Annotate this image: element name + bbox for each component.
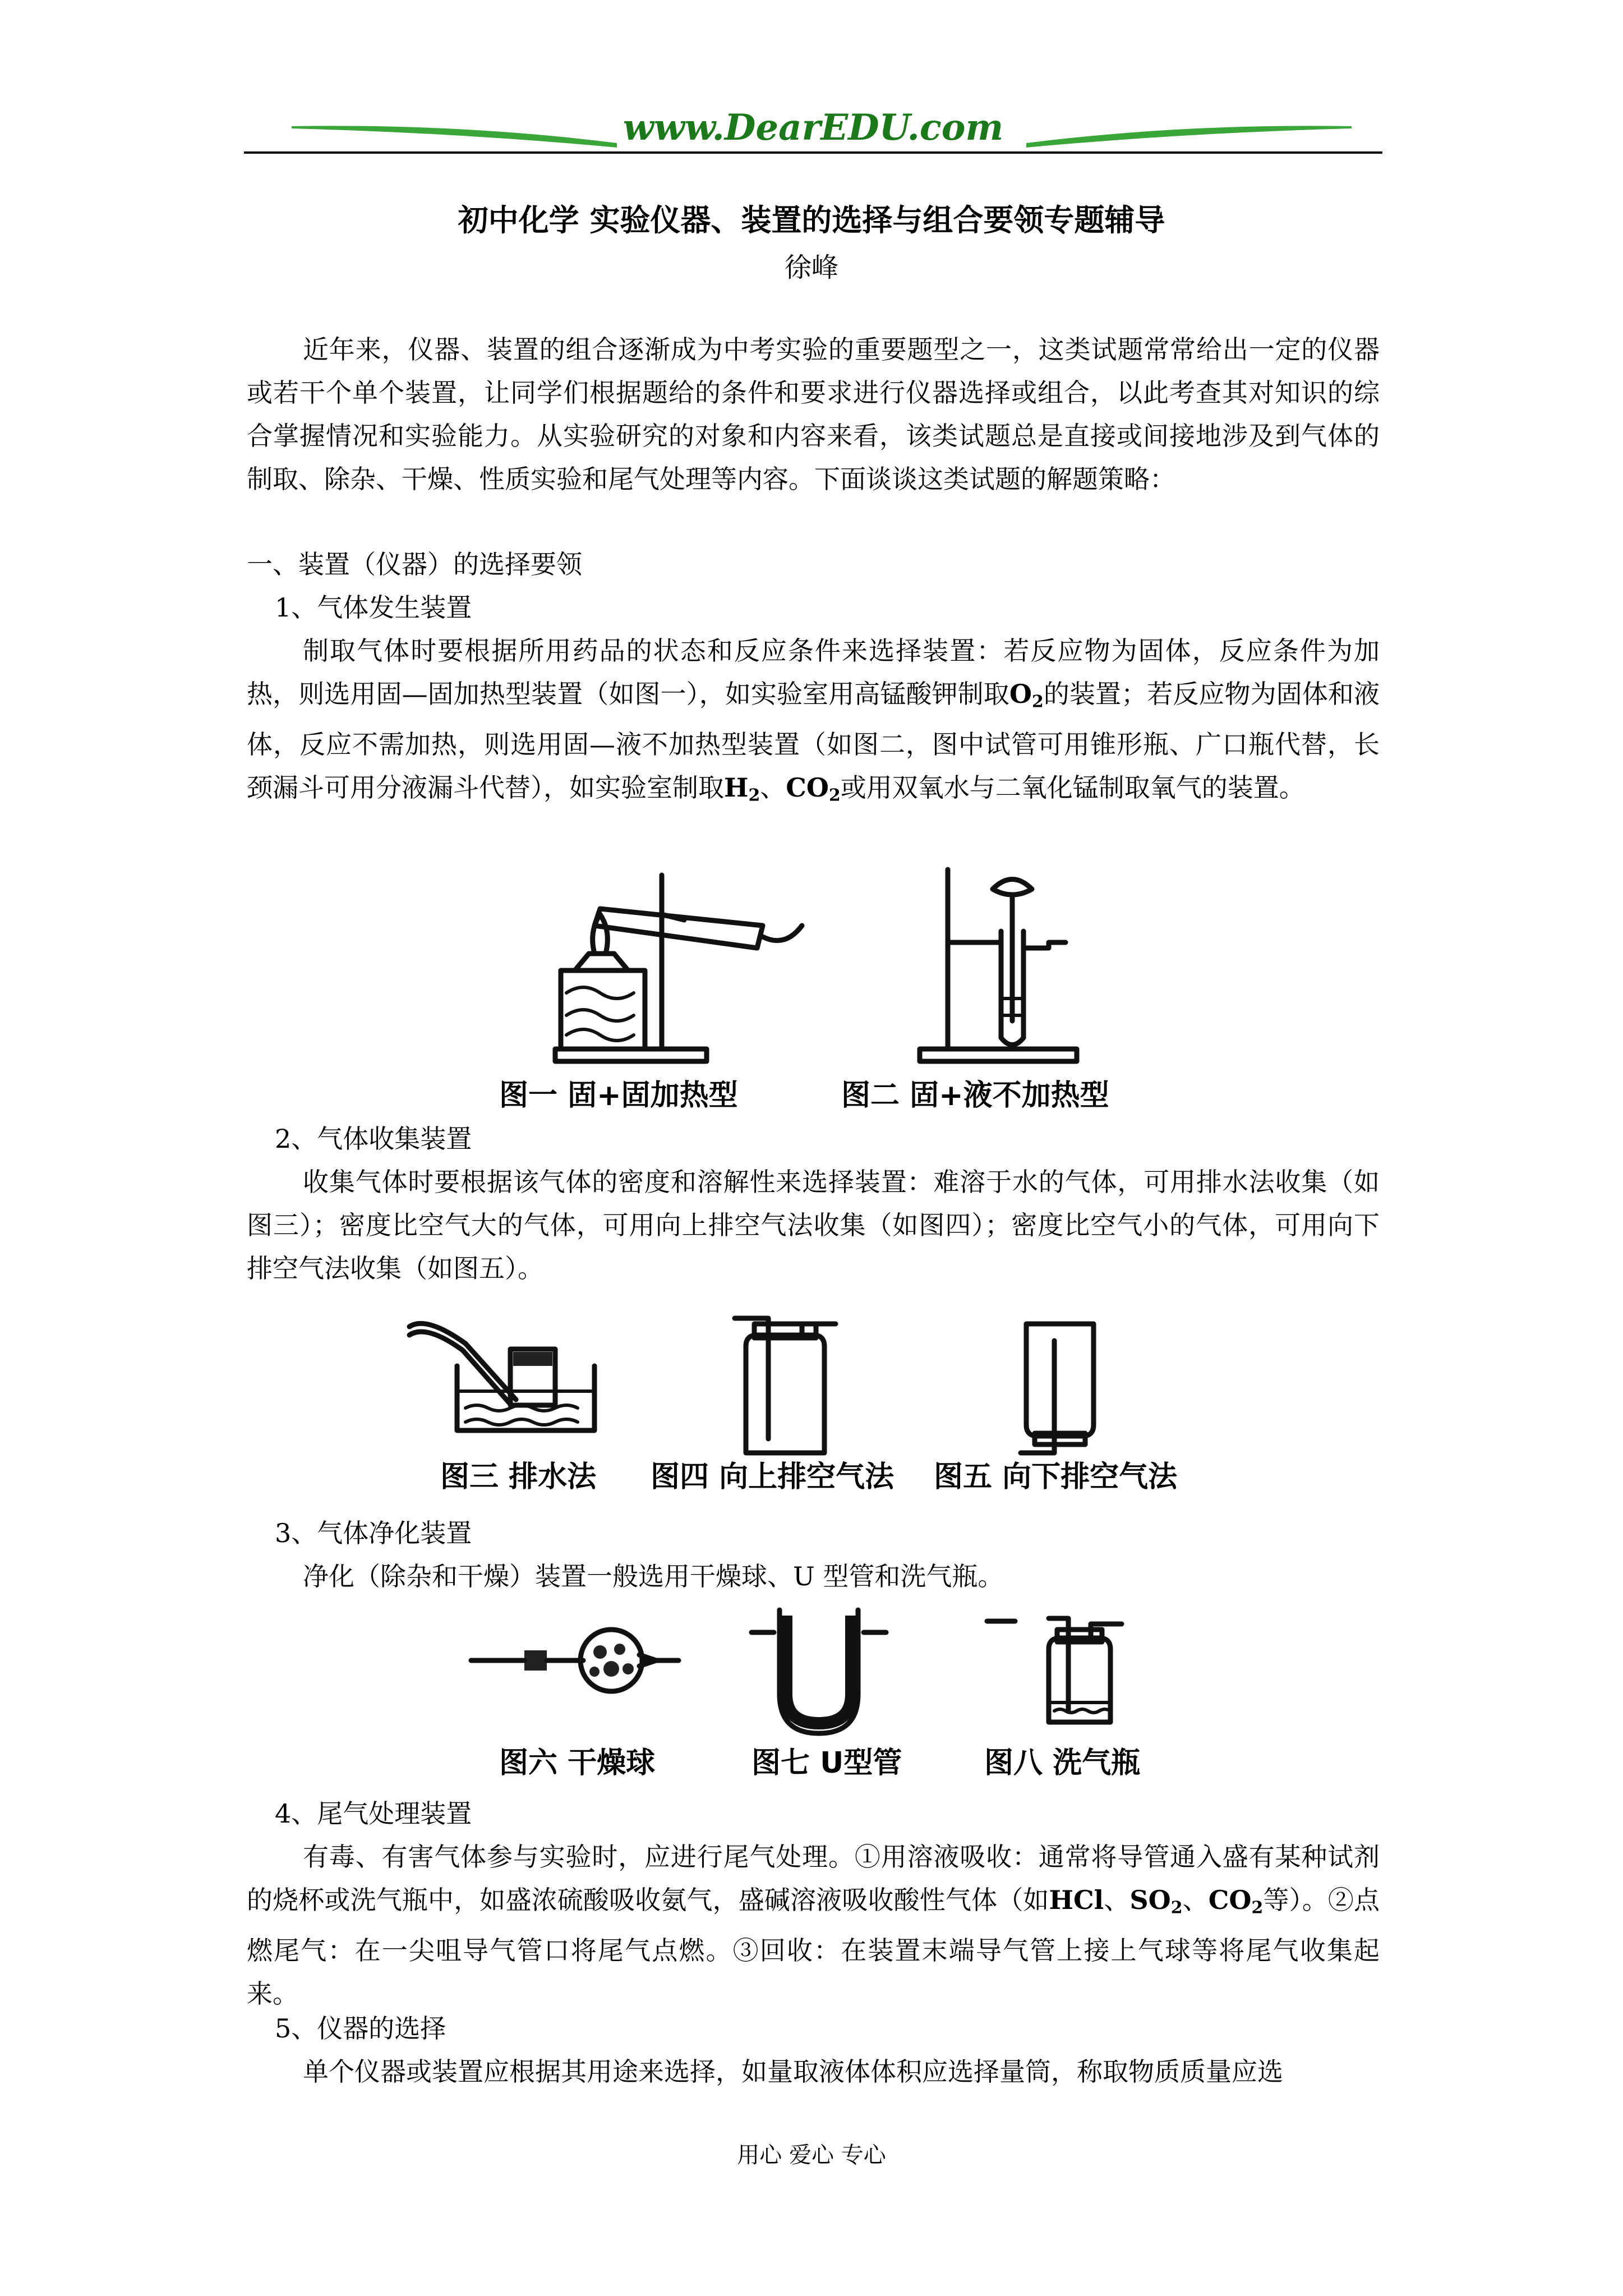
header-rule <box>244 151 1382 154</box>
s2-heading: 2、气体收集装置 <box>275 1124 472 1154</box>
figure-5-caption: 图五 向下排空气法 <box>934 1460 1178 1494</box>
figure-2-caption: 图二 固+液不加热型 <box>841 1079 1109 1112</box>
figure-4-caption: 图四 向上排空气法 <box>651 1460 895 1494</box>
chem-hcl: HCl <box>1049 1885 1104 1915</box>
s5-heading: 5、仪器的选择 <box>275 2013 446 2044</box>
header-logo <box>292 107 1335 157</box>
figure-7-u-tube <box>751 1604 886 1739</box>
chem-so2: $SO_2$ <box>1129 1885 1183 1918</box>
figure-4-upward-air-displacement <box>723 1313 858 1458</box>
figure-7-caption: 图七 U型管 <box>751 1746 902 1780</box>
logo-swoosh-right <box>1015 121 1352 154</box>
figure-5-downward-air-displacement <box>1004 1313 1116 1458</box>
logo-text: www.DearEDU.com <box>623 107 1004 149</box>
intro-paragraph: 近年来，仪器、装置的组合逐渐成为中考实验的重要题型之一，这类试题常常给出一定的仪器或若干个单个装置，让同学们根据题给的条件和要求进行仪器选择或组合，以此考查其对知识的综合掌握情况和实验能力。从实验研究的对象和内容来看，该类试题总是直接或间接地涉及到气体的制取、除杂、干燥、性质实验和尾气处理等内容。下面谈谈这类试题的解题策略： <box>247 334 1380 494</box>
page-footer: 用心 爱心 专心 <box>737 2142 886 2168</box>
s1-paragraph: 制取气体时要根据所用药品的状态和反应条件来选择装置：若反应物为固体，反应条件为加热，则选用固—固加热型装置（如图一），如实验室用高锰酸钾制取$O_2$的装置；若反应物为固体和液体，反应不需加热，则选用固—液不加热型装置（如图二，图中试管可用锥形瓶、广口瓶代替，长颈漏斗可用分液漏斗代替），如实验室制取$H_2$、$CO_2$或用双氧水与二氧化锰制取氧气的装置。 <box>247 636 1380 806</box>
chem-co2: $CO_2$ <box>786 772 841 806</box>
figure-8-gas-washing-bottle <box>976 1610 1144 1733</box>
s3-paragraph: 净化（除杂和干燥）装置一般选用干燥球、U 型管和洗气瓶。 <box>303 1561 1004 1591</box>
figure-1-caption: 图一 固+固加热型 <box>499 1079 738 1112</box>
figure-6-drying-ball <box>471 1616 707 1705</box>
s2-paragraph: 收集气体时要根据该气体的密度和溶解性来选择装置：难溶于水的气体，可用排水法收集（如图三）；密度比空气大的气体，可用向上排空气法收集（如图四）；密度比空气小的气体，可用向下排空气法收集（如图五）。 <box>247 1167 1380 1283</box>
logo-swoosh-left <box>292 121 628 154</box>
author: 徐峰 <box>784 252 838 283</box>
chem-co2-tail: $CO_2$ <box>1208 1885 1264 1918</box>
figure-2-no-heating-apparatus <box>914 858 1116 1071</box>
figure-6-caption: 图六 干燥球 <box>499 1746 656 1780</box>
s4-heading: 4、尾气处理装置 <box>275 1798 472 1829</box>
section-1-heading: 一、装置（仪器）的选择要领 <box>247 549 582 579</box>
chem-o2: $O_2$ <box>1009 679 1044 712</box>
s3-heading: 3、气体净化装置 <box>275 1518 472 1548</box>
figure-3-water-displacement <box>404 1310 628 1444</box>
page-title: 初中化学 实验仪器、装置的选择与组合要领专题辅导 <box>458 202 1165 238</box>
figure-3-caption: 图三 排水法 <box>440 1460 597 1494</box>
figure-1-heating-apparatus <box>550 864 819 1077</box>
chem-h2: $H_2$ <box>724 772 760 806</box>
s4-paragraph: 有毒、有害气体参与实验时，应进行尾气处理。①用溶液吸收：通常将导管通入盛有某种试剂的烧杯或洗气瓶中，如盛浓硫酸吸收氨气，盛碱溶液吸收酸性气体（如HCl、$SO_2$、$CO_2$等）。②点燃尾气：在一尖咀导气管口将尾气点燃。③回收：在装置末端导气管上接上气球等将尾气收集起来。 <box>247 1842 1380 2009</box>
figure-8-caption: 图八 洗气瓶 <box>984 1746 1141 1780</box>
s5-paragraph: 单个仪器或装置应根据其用途来选择，如量取液体体积应选择量筒，称取物质质量应选 <box>303 2056 1283 2087</box>
s1-heading: 1、气体发生装置 <box>275 592 472 623</box>
